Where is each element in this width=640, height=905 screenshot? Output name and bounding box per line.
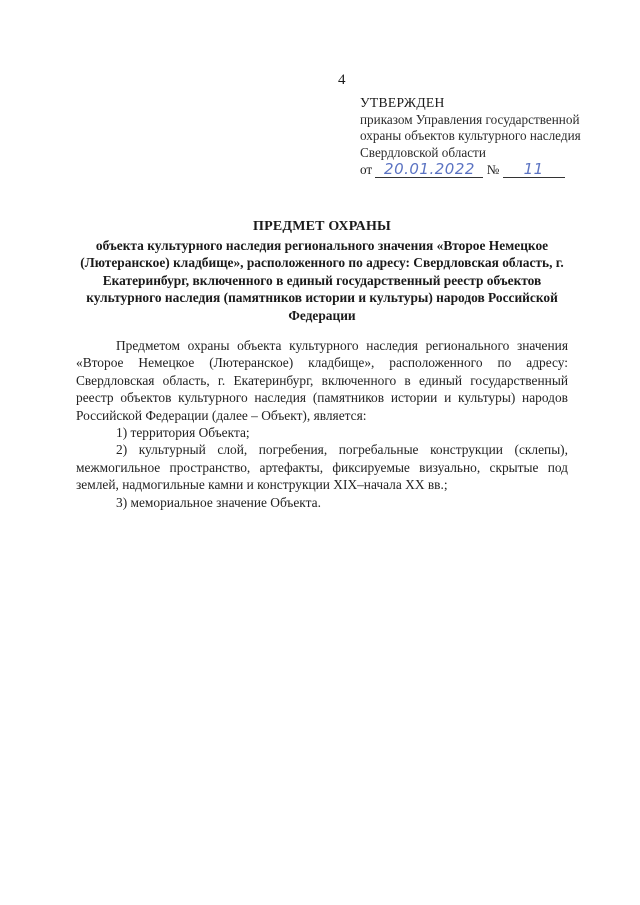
handwritten-date: 20.01.2022 — [375, 162, 483, 178]
approval-line-3: Свердловской области — [360, 144, 486, 160]
document-title: ПРЕДМЕТ ОХРАНЫ — [252, 219, 391, 234]
approval-line-1: приказом Управления государственной — [360, 111, 580, 127]
number-label: № — [486, 162, 500, 177]
approval-heading: УТВЕРЖДЕН — [360, 95, 445, 110]
document-subtitle: объекта культурного наследия регионального значения «Второе Немецкое (Лютеранское) кладбище», расположенного по адресу: Свердловская область, г. Екатеринбург, включенного в единый государственный реестр объектов культурного наследия (памятников истории и культуры) народов Российской Федерации — [80, 237, 564, 323]
from-label: от — [360, 162, 373, 177]
approval-line-2: охраны объектов культурного наследия — [360, 128, 581, 143]
approval-date-row — [360, 162, 620, 179]
document-title-block — [70, 218, 574, 324]
body-list-item-1: 1) территория Объекта; — [116, 425, 250, 441]
document-body — [76, 337, 568, 511]
body-list-item-2: 2) культурный слой, погребения, погребальные конструкции (склепы), межмогильное пространство, артефакты, фиксируемые визуально, скрытые под землей, надмогильные камни и конструкции XIX–начала XX вв.; — [76, 442, 568, 493]
body-list-item-3: 3) мемориальное значение Объекта. — [116, 494, 321, 510]
page-number: 4 — [338, 72, 346, 88]
body-paragraph-intro: Предметом охраны объекта культурного наследия регионального значения «Второе Немецкое (Лютеранское) кладбище», расположенного по адресу: Свердловская область, г. Екатеринбург, включенного в единый государственный реестр объектов культурного наследия (памятников истории и культуры) народов Российской Федерации (далее – Объект), является: — [76, 338, 568, 423]
handwritten-number: 11 — [503, 162, 565, 178]
approval-stamp — [360, 95, 620, 179]
